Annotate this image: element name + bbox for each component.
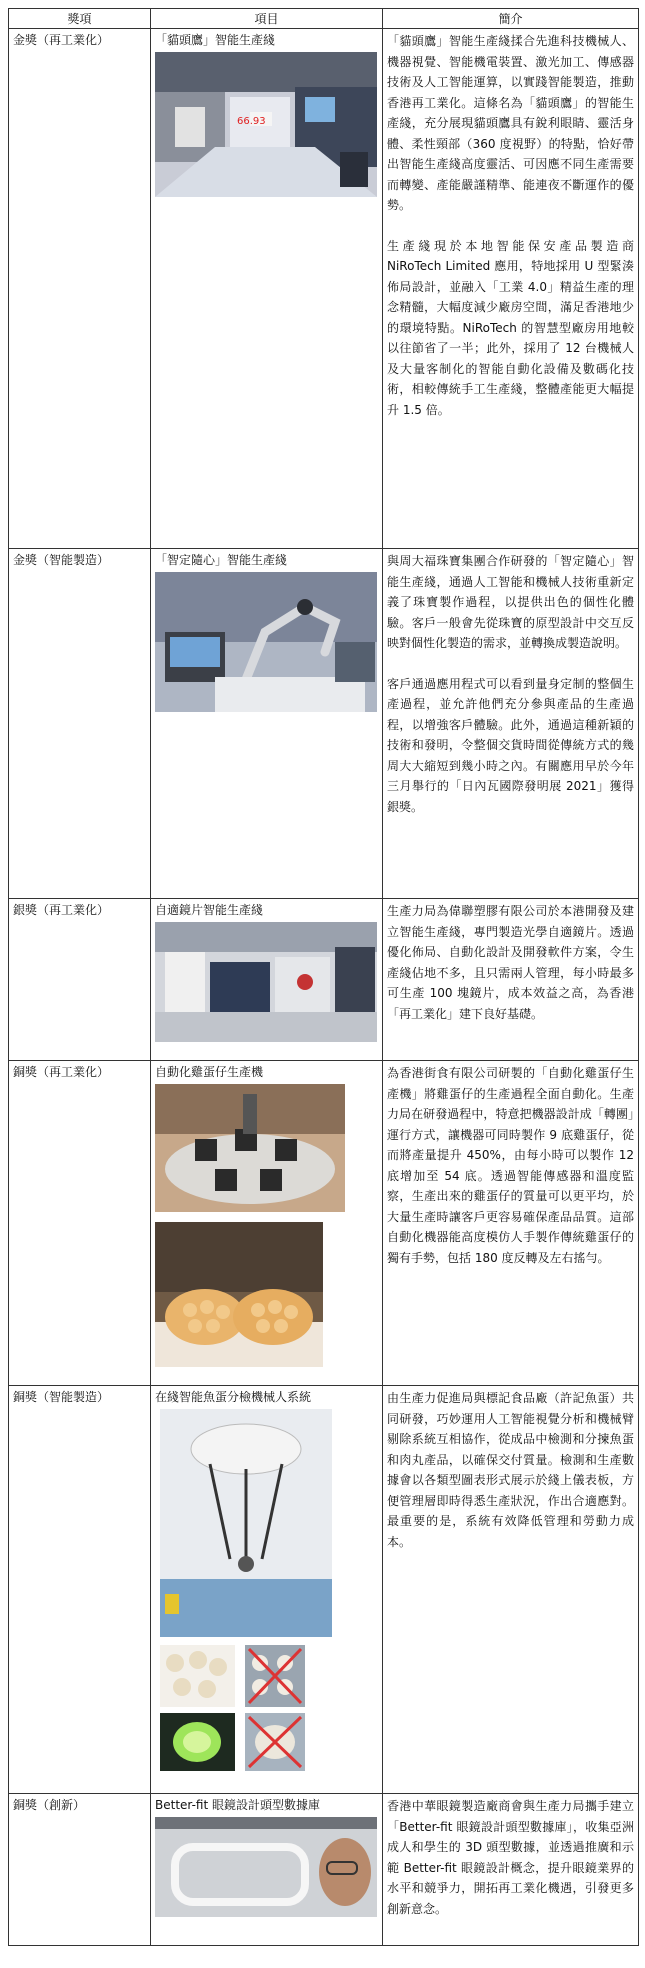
project-name: 「貓頭鷹」智能生產綫 (155, 33, 276, 47)
ai-vision-analysis-photo (160, 1713, 235, 1771)
description-cell (383, 549, 639, 899)
project-name: 「智定隨心」智能生產綫 (155, 553, 288, 567)
egg-waffles-photo (155, 1222, 323, 1367)
header-project: 項目 (151, 9, 383, 29)
fishball-robot-photo (160, 1409, 332, 1637)
fishball-sample-photo (160, 1645, 235, 1707)
photo-overlay-text: 66.93 (237, 116, 266, 127)
eyewear-head-model-photo (155, 1817, 377, 1917)
description-cell (383, 1061, 639, 1386)
award-cell: 銅獎（再工業化） (9, 1061, 151, 1386)
project-cell (151, 29, 383, 549)
table-row (9, 1061, 639, 1386)
project-cell (151, 549, 383, 899)
rejected-meatball-photo (245, 1713, 305, 1771)
project-name: 自動化雞蛋仔生產機 (155, 1065, 264, 1079)
description-paragraph: 生產力局為偉聯塑膠有限公司於本港開發及建立智能生產綫，專門製造光學自適鏡片。透過優化佈局、自動化設計及開發軟件方案，令生產綫佔地不多，且只需兩人管理，每小時最多可生產 100 塊鏡片，成本效益之高，為香港「再工業化」建下良好基礎。 (387, 904, 634, 1021)
award-cell: 銅獎（創新） (9, 1794, 151, 1946)
rejected-fishball-photo (245, 1645, 305, 1707)
table-row (9, 1794, 639, 1946)
awards-table (8, 8, 639, 1946)
description-cell (383, 29, 639, 549)
description-paragraph: 為香港街食有限公司研製的「自動化雞蛋仔生產機」將雞蛋仔的生產過程全面自動化。生產力局在研發過程中，特意把機器設計成「轉團」運行方式，讓機器可同時製作 9 底雞蛋仔，從而將產量提升 450%，由每小時可以製作 12 底增加至 54 底。透過智能傳感器和溫度監察，生產出來的雞蛋仔的質量可以更平均，於大量生產時讓客戶更容易確保產品品質。這部自動化機器能高度模仿人手製作傳統雞蛋仔的獨有手勢，包括 180 度反轉及左右搖勻。 (387, 1066, 634, 1265)
header-description: 簡介 (383, 9, 639, 29)
header-award: 獎項 (9, 9, 151, 29)
description-paragraph: 「貓頭鷹」智能生產綫揉合先進科技機械人、機器視覺、智能機電裝置、激光加工、傳感器技術及人工智能運算，以實踐智能製造，推動香港再工業化。這條名為「貓頭鷹」的智能生產綫，充分展現貓頭鷹具有銳利眼睛、靈活身體、柔性頸部（360 度視野）的特點，恰好帶出智能生產綫高度靈活、可因應不同生產需要而轉變、產能嚴謹精準、能連夜不斷運作的優勢。 (387, 34, 634, 212)
project-cell (151, 1386, 383, 1794)
owl-production-line-photo (155, 52, 377, 197)
project-name: Better-fit 眼鏡設計頭型數據庫 (155, 1798, 320, 1812)
description-paragraph: 與周大福珠寶集團合作研發的「智定隨心」智能生產綫，通過人工智能和機械人技術重新定義了珠寶製作過程，以提供出色的個性化體驗。客戶一般會先從珠寶的原型設計中交互反映對個性化製造的需求，並轉換成製造說明。 (387, 554, 634, 650)
table-row (9, 899, 639, 1061)
project-cell (151, 1061, 383, 1386)
table-row (9, 549, 639, 899)
egg-waffle-machine-photo (155, 1084, 345, 1212)
description-cell (383, 899, 639, 1061)
project-name: 在綫智能魚蛋分檢機械人系統 (155, 1390, 312, 1404)
table-row (9, 1386, 639, 1794)
description-paragraph: 香港中華眼鏡製造廠商會與生產力局攜手建立「Better-fit 眼鏡設計頭型數據庫」，收集亞洲成人和學生的 3D 頭型數據，並透過推廣和示範 Better-fit 眼鏡設計概念，提升眼鏡業界的水平和競爭力，開拓再工業化機遇，引發更多創新意念。 (387, 1799, 634, 1916)
project-cell (151, 899, 383, 1061)
description-paragraph: 生產綫現於本地智能保安產品製造商 NiRoTech Limited 應用，特地採用 U 型緊湊佈局設計，並融入「工業 4.0」精益生產的理念精髓，大幅度減少廠房空間，滿足香港地少的環境特點。NiRoTech 的智慧型廠房用地較以往節省了一半；此外，採用了 12 台機械人及大量客制化的智能自動化設備及數碼化技術，相較傳統手工生產綫，整體產能更大幅提升 1.5 倍。 (387, 238, 634, 417)
description-paragraph: 客戶通過應用程式可以看到量身定制的整個生產過程，並允許他們充分參與產品的生產過程，以增強客戶體驗。此外，通過這種新穎的技術和發明，令整個交貨時間從傳統方式的幾周大大縮短到幾小時之內。有關應用早於今年三月舉行的「日內瓦國際發明展 2021」獲得銀獎。 (387, 676, 634, 814)
header-row (9, 9, 639, 29)
project-name: 自適鏡片智能生產綫 (155, 903, 264, 917)
project-cell (151, 1794, 383, 1946)
description-cell (383, 1386, 639, 1794)
description-paragraph: 由生產力促進局與標記食品廠（許記魚蛋）共同研發，巧妙運用人工智能視覺分析和機械臂剔除系統互相協作，從成品中檢測和分揀魚蛋和肉丸產品，以確保交付質量。檢測和生產數據會以各類型圖表形式展示於綫上儀表板，方便管理層即時得悉生產狀況，作出合適應對。最重要的是，系統有效降低管理和勞動力成本。 (387, 1391, 634, 1549)
award-cell: 金獎（再工業化） (9, 29, 151, 549)
lens-production-line-photo (155, 922, 377, 1042)
award-cell: 金獎（智能製造） (9, 549, 151, 899)
award-cell: 銀獎（再工業化） (9, 899, 151, 1061)
jewelry-robot-photo (155, 572, 377, 712)
table-row (9, 29, 639, 549)
description-cell (383, 1794, 639, 1946)
award-cell: 銅獎（智能製造） (9, 1386, 151, 1794)
